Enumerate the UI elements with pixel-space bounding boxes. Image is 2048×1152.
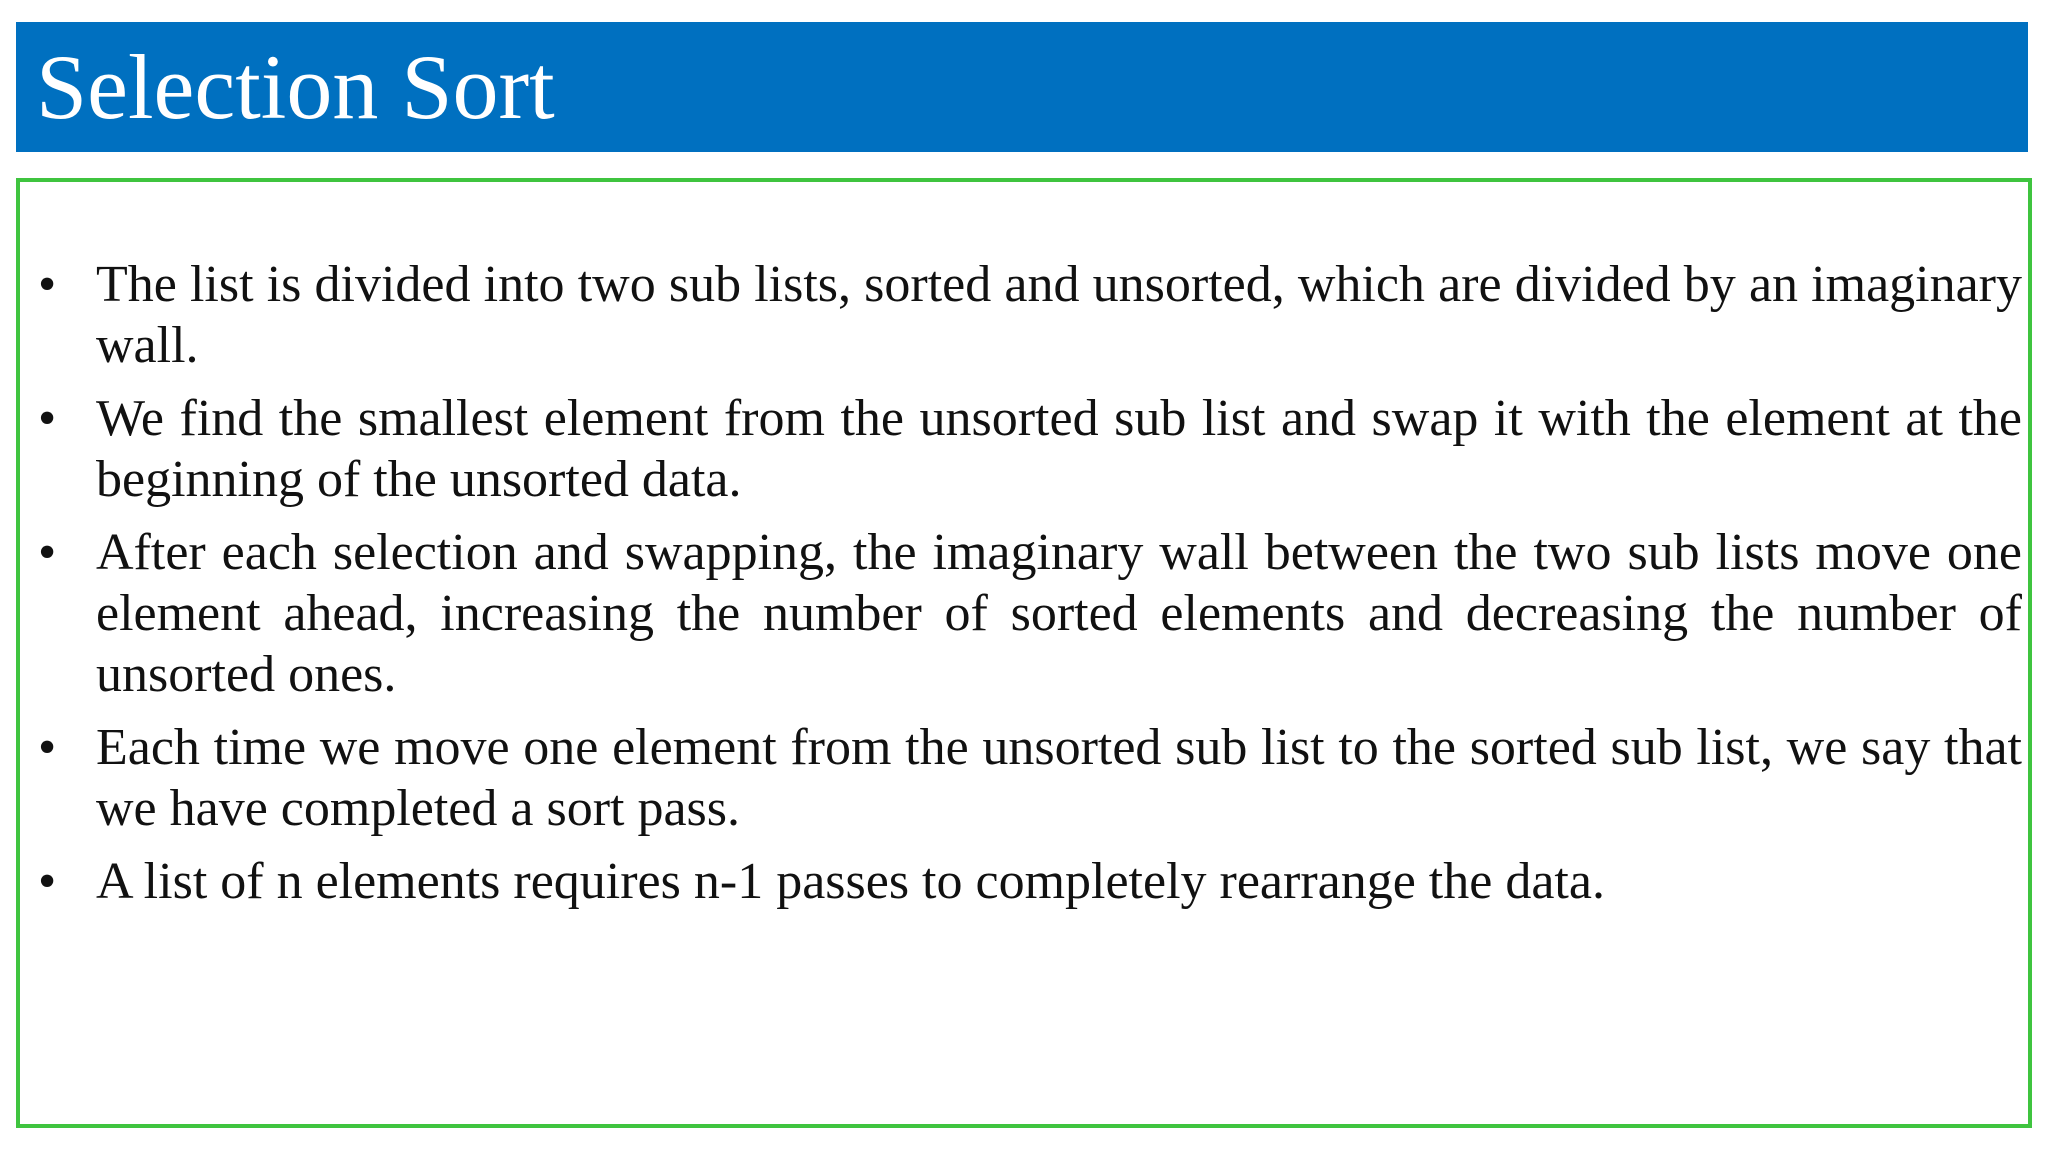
bullet-icon: •: [38, 853, 57, 910]
bullet-item: [20, 522, 2022, 705]
bullet-icon: •: [38, 390, 57, 447]
bullet-icon: •: [38, 524, 57, 581]
bullet-text: Each time we move one element from the unsorted sub list to the sorted sub list, we say that we have completed a sort pass.: [96, 719, 2022, 837]
content-box: [16, 178, 2032, 1128]
bullet-icon: •: [38, 256, 57, 313]
bullet-item: [20, 254, 2022, 376]
title-bar: [16, 22, 2028, 152]
bullet-item: [20, 717, 2022, 839]
bullet-list: [20, 254, 2024, 924]
bullet-item: [20, 388, 2022, 510]
bullet-text: A list of n elements requires n-1 passes to completely rearrange the data.: [96, 853, 1605, 910]
bullet-item: [20, 851, 2022, 912]
bullet-icon: •: [38, 719, 57, 776]
bullet-text: We find the smallest element from the unsorted sub list and swap it with the element at the beginning of the unsorted data.: [96, 390, 2022, 508]
bullet-text: The list is divided into two sub lists, sorted and unsorted, which are divided by an imaginary wall.: [96, 256, 2022, 374]
slide-title: Selection Sort: [36, 36, 555, 138]
bullet-text: After each selection and swapping, the imaginary wall between the two sub lists move one element ahead, increasing the number of sorted elements and decreasing the number of unsorted ones.: [96, 524, 2022, 703]
